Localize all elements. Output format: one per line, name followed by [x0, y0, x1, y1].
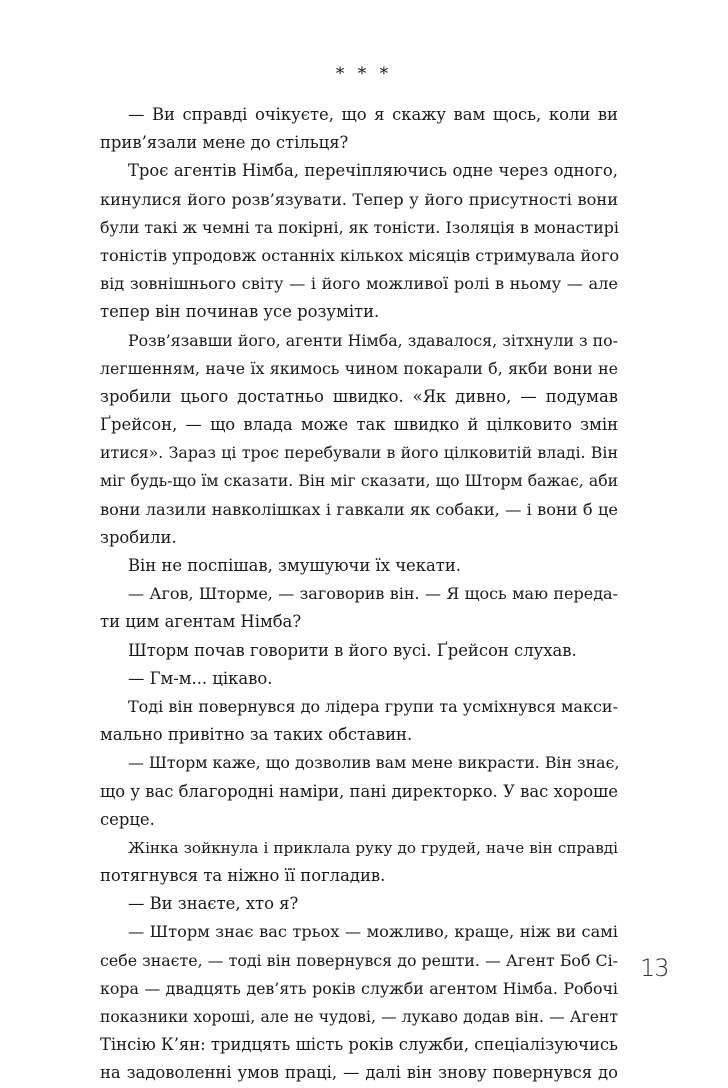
text-line: — Гм-м... цікаво. [128, 668, 273, 688]
text-line: зробили. [100, 527, 177, 547]
body-text [100, 101, 618, 1088]
text-line: Тоді він повернувся до лідера групи та усміхнувся макси- [128, 696, 618, 716]
text-line: на задоволенні умов праці, — далі він знову повернувся до [100, 1063, 618, 1083]
text-line: — Шторм каже, що дозволив вам мене викрасти. Він знає, [128, 753, 620, 773]
text-line: Троє агентів Німба, перечіпляючись одне через одного, [128, 161, 618, 181]
text-line: показники хороші, але не чудові, — лукаво додав він. — Агент [100, 1008, 618, 1026]
text-line: кинулися його розв’язувати. Тепер у його присутності вони [100, 189, 618, 209]
text-line: — Ви знаєте, хто я? [128, 894, 299, 914]
text-line: Розв’язавши його, агенти Німба, здавалося, зітхнули з по- [128, 330, 618, 350]
text-line: Шторм почав говорити в його вусі. Ґрейсон слухав. [128, 640, 577, 660]
text-line: ти цим агентам Німба? [100, 612, 302, 632]
text-line: — Шторм знає вас трьох — можливо, краще, ніж ви самі [128, 922, 618, 942]
text-line: що у вас благородні наміри, пані директорко. У вас хороше [100, 781, 618, 801]
text-line: — Агов, Шторме, — заговорив він. — Я щось маю переда- [128, 584, 618, 604]
text-line: міг будь-що їм сказати. Він міг сказати, що Шторм бажає, аби [100, 472, 618, 491]
text-line: вони лазили навколішках і гавкали як собаки, — і вони б це [100, 499, 618, 519]
text-line: зробили цього достатньо швидко. «Як дивно, — подумав [100, 386, 618, 406]
text-line: серце. [100, 809, 155, 829]
text-line: прив’язали мене до стільця? [100, 133, 349, 153]
text-line: легшенням, наче їх якимось чином покарали б, якби вони не [100, 358, 618, 378]
text-line: итися». Зараз ці троє перебували в його цілковитій владі. Він [100, 443, 618, 463]
section-divider: * * * [335, 64, 393, 84]
text-line: мально привітно за таких обставин. [100, 725, 413, 745]
text-line: тоністів упродовж останніх кількох місяців стримувала його [100, 245, 620, 265]
text-line: від зовнішнього світу — і його можливої ролі в ньому — але [100, 274, 618, 294]
text-line: були такі ж чемні та покірні, як тоністи. Ізоляція в монастирі [100, 217, 619, 237]
text-line: потягнувся та ніжно її погладив. [100, 866, 386, 886]
text-line: Ґрейсон, — що влада може так швидко й цілковито змін [100, 415, 618, 435]
text-line: Він не поспішав, змушуючи їх чекати. [128, 556, 461, 575]
text-line: кора — двадцять дев’ять років служби агентом Німба. Робочі [100, 978, 618, 998]
text-line: тепер він починав усе розуміти. [100, 302, 380, 322]
text-line: Тінсію К’ян: тридцять шість років служби, спеціалізуючись [100, 1035, 618, 1055]
text-line: — Ви справді очікуєте, що я скажу вам щось, коли ви [128, 105, 618, 124]
text-line: себе знаєте, — тоді він повернувся до решти. — Агент Боб Сі- [100, 950, 618, 970]
text-line: Жінка зойкнула і приклала руку до грудей, наче він справді [128, 838, 618, 857]
page-number: 13 [640, 954, 669, 982]
